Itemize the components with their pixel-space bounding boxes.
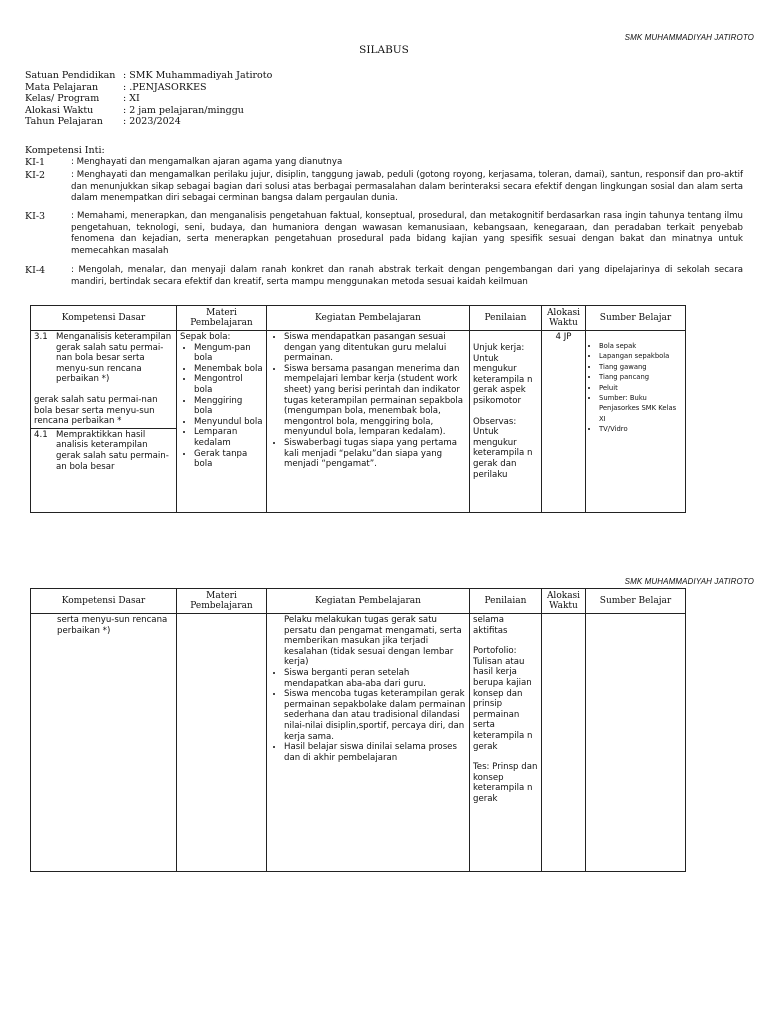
sumber-list <box>589 341 682 435</box>
meta-label: Kelas/ Program <box>25 93 100 104</box>
ki-text: : Mengolah, menalar, dan menyaji dalam ranah konkret dan ranah abstrak terkait dengan pengembangan dari yang dipelajarinya di sekolah secara mandiri, bertindak secara efektif dan kreatif, serta mampu menggunakan metoda sesuai kaidah keilmuan <box>71 265 743 287</box>
meta-value: : 2023/2024 <box>123 116 181 127</box>
list-item: • Menembak bola <box>194 364 263 375</box>
list-item: • Hasil belajar siswa dinilai selama proses dan di akhir pembelajaran <box>284 742 466 763</box>
col-header: Alokasi Waktu <box>542 589 586 614</box>
list-item: • Menggiring bola <box>194 396 263 417</box>
meta-value: : SMK Muhammadiyah Jatiroto <box>123 70 273 81</box>
list-item: • Lemparan kedalam <box>194 427 263 448</box>
penilaian-text: Portofolio: Tulisan atau hasil kerja berupa kajian konsep dan prinsip permainan serta keterampila n gerak <box>473 646 533 752</box>
ki-item <box>25 170 743 205</box>
kd-continuation: gerak salah satu permai-nan bola besar serta menyu-sun rencana perbaikan * <box>34 394 158 427</box>
list-item: • Peluit <box>599 383 682 393</box>
kd-cell <box>31 331 177 513</box>
list-item: • Sumber: Buku Penjasorkes SMK Kelas XI <box>599 393 682 424</box>
ki-item <box>25 265 743 288</box>
ki-text: : Memahami, menerapkan, dan menganalisis pengetahuan faktual, konseptual, prosedural, dan metakognitif berdasarkan rasa ingin tahunya tentang ilmu pengetahuan, teknologi, seni, budaya, dan humaniora dengan wawasan kemanusiaan, kebangsaan, kenegaraan, dan peradaban terkait penyebab fenomena dan kejadian, serta menerapkan pengetahuan prosedural pada bidang kajian yang spesifik sesuai dengan bakat dan minatnya untuk memecahkan masalah <box>71 211 743 256</box>
identity-block <box>25 70 272 128</box>
materi-intro: Sepak bola: <box>180 332 231 342</box>
materi-cell <box>177 614 267 872</box>
ki-text: : Menghayati dan mengamalkan perilaku jujur, disiplin, tanggung jawab, peduli (gotong royong, kerjasama, toleran, damai), santun, responsif dan pro-aktif dan menunjukkan sikap sebagai bagian dari solusi atas berbagai permasalahan dalam berinteraksi secara efektif dengan lingkungan sosial dan alam serta dalam menempatkan diri sebagai cerminan bangsa dalam pergaulan dunia. <box>71 170 743 204</box>
kd-number: 4.1 <box>34 429 48 440</box>
ki-code: KI-4 <box>25 265 46 276</box>
meta-label: Mata Pelajaran <box>25 81 99 93</box>
sumber-cell <box>586 331 686 513</box>
col-header: Kompetensi Dasar <box>31 306 177 331</box>
meta-label: Tahun Pelajaran <box>25 116 103 127</box>
kd-cell: serta menyu-sun rencana perbaikan *) <box>31 614 177 872</box>
col-header: Sumber Belajar <box>586 589 686 614</box>
ki-item <box>25 157 743 169</box>
list-item: • Gerak tanpa bola <box>194 449 263 470</box>
ki-code: KI-3 <box>25 211 46 222</box>
meta-value: : XI <box>123 93 140 104</box>
materi-list <box>180 343 263 470</box>
kegiatan-lead: Pelaku melakukan tugas gerak satu persatu dan pengamat mengamati, serta memberikan masukan jika terjadi kesalahan (tidak sesuai dengan lembar kerja) <box>284 615 462 668</box>
col-header: Penilaian <box>470 306 542 331</box>
meta-value: : .PENJASORKES <box>123 81 207 93</box>
list-item: • Siswa mencoba tugas keterampilan gerak permainan sepakbolake dalam permainan sederhana dan atau tradisional dilandasi nilai-nilai disiplin,sportif, percaya diri, dan kerja sama. <box>284 689 466 742</box>
syllabus-table-page2 <box>30 588 686 872</box>
col-header: Kegiatan Pembelajaran <box>267 306 470 331</box>
list-item: • TV/Vidro <box>599 424 682 434</box>
list-item: • Mengontrol bola <box>194 374 263 395</box>
meta-label: Alokasi Waktu <box>25 104 94 116</box>
ki-item <box>25 211 743 257</box>
list-item: • Mengum-pan bola <box>194 343 263 364</box>
list-item: • Siswa mendapatkan pasangan sesuai dengan yang ditentukan guru melalui permainan. <box>284 332 466 364</box>
ki-code: KI-1 <box>25 157 46 168</box>
list-item: • Siswa berganti peran setelah mendapatkan aba-aba dari guru. <box>284 668 466 689</box>
materi-cell <box>177 331 267 513</box>
table-header-row <box>31 589 686 614</box>
penilaian-cell <box>470 331 542 513</box>
list-item: • Menyundul bola <box>194 417 263 428</box>
table-row <box>31 331 686 513</box>
page-title: SILABUS <box>359 44 409 56</box>
list-item: • Siswa bersama pasangan menerima dan mempelajari lembar kerja (student work sheet) yang berisi perintah dan indikator tugas keterampilan permainan sepakbola (mengumpan bola, menembak bola, mengontrol bola, menggiring bola, menyundul bola, lemparan kedalam). <box>284 364 466 438</box>
ki-text: : Menghayati dan mengamalkan ajaran agama yang dianutnya <box>71 157 343 167</box>
table-header-row <box>31 306 686 331</box>
col-header: Materi Pembelajaran <box>177 589 267 614</box>
col-header: Materi Pembelajaran <box>177 306 267 331</box>
kd-3-1 <box>34 332 173 385</box>
ki-code: KI-2 <box>25 170 46 181</box>
meta-value: : 2 jam pelajaran/minggu <box>123 104 244 116</box>
ki-heading: Kompetensi Inti: <box>25 145 105 156</box>
kegiatan-list <box>270 668 466 763</box>
kd-text: Mempraktikkan hasil analisis keterampilan gerak salah satu permain-an bola besar <box>56 429 169 472</box>
alokasi-cell: 4 JP <box>542 331 586 513</box>
penilaian-text: selama aktifitas <box>473 615 508 636</box>
kegiatan-cell <box>267 331 470 513</box>
list-item: • Tiang gawang <box>599 362 682 372</box>
alokasi-cell <box>542 614 586 872</box>
kd-4-1 <box>31 428 176 473</box>
list-item: • Tiang pancang <box>599 372 682 382</box>
syllabus-table-page1 <box>30 305 686 513</box>
col-header: Kompetensi Dasar <box>31 589 177 614</box>
table-row <box>31 614 686 872</box>
list-item: • Siswaberbagi tugas siapa yang pertama kali menjadi “pelaku”dan siapa yang menjadi “pengamat”. <box>284 438 466 470</box>
kd-number: 3.1 <box>34 332 48 342</box>
col-header: Penilaian <box>470 589 542 614</box>
school-tag: SMK MUHAMMADIYAH JATIROTO <box>624 33 754 42</box>
school-tag: SMK MUHAMMADIYAH JATIROTO <box>624 577 754 586</box>
kd-text: Menganalisis keterampilan gerak salah satu permai-nan bola besar serta menyu-sun rencana perbaikan *) <box>56 332 172 385</box>
meta-label: Satuan Pendidikan <box>25 70 116 81</box>
list-item: • Bola sepak <box>599 341 682 351</box>
kegiatan-list <box>270 332 466 470</box>
penilaian-text: Unjuk kerja: Untuk mengukur keterampila n gerak aspek psikomotor <box>473 343 533 406</box>
sumber-cell <box>586 614 686 872</box>
list-item: • Lapangan sepakbola <box>599 351 682 361</box>
col-header: Sumber Belajar <box>586 306 686 331</box>
kegiatan-cell <box>267 614 470 872</box>
col-header: Alokasi Waktu <box>542 306 586 331</box>
penilaian-text: Tes: Prinsp dan konsep keterampila n gerak <box>473 762 538 804</box>
penilaian-text: Observas: Untuk mengukur keterampila n gerak dan perilaku <box>473 416 533 480</box>
col-header: Kegiatan Pembelajaran <box>267 589 470 614</box>
penilaian-cell <box>470 614 542 872</box>
